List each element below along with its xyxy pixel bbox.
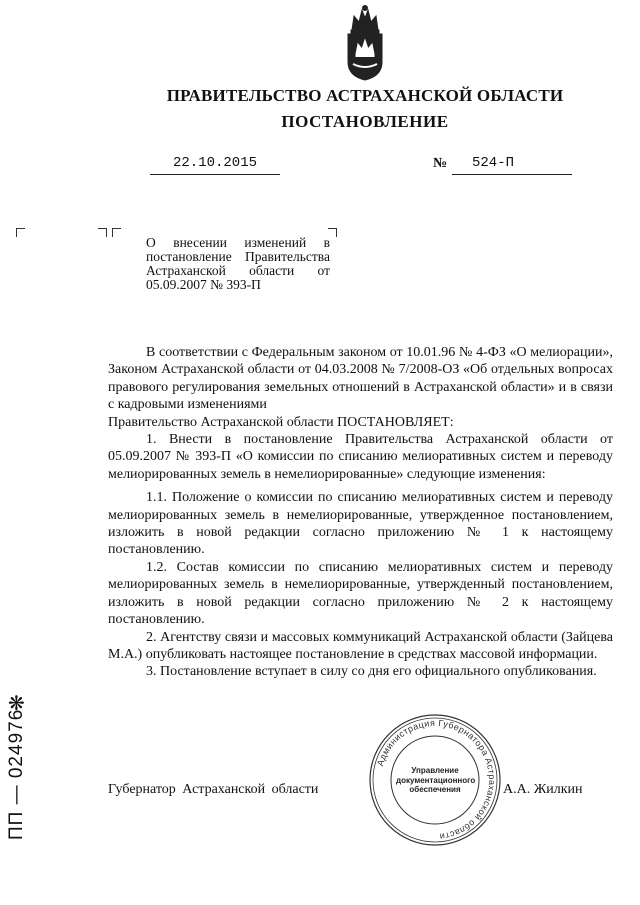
serial-number: ПП — 024976 <box>6 708 27 840</box>
item-1-1-paragraph: 1.1. Положение о комиссии по списанию мелиоративных систем и переводу мелиорированных земель в немелиорированные, утвержденное постановлением, изложить в новой редакции согласно приложению № 1 к настоящему постановлению. <box>108 490 613 558</box>
document-type: ПОСТАНОВЛЕНИЕ <box>281 112 449 131</box>
number-underline <box>452 174 572 175</box>
coat-of-arms-icon <box>340 4 390 82</box>
stamp-ring-text: Администрация Губернатора Астраханской области <box>374 717 498 842</box>
preamble-paragraph: В соответствии с Федеральным законом от 10.01.96 № 4-ФЗ «О мелиорации», Законом Астраханской области от 04.03.2008 № 7/2008-ОЗ «Об отдельных вопросах правового регулирования земельных отношений в Астраханской области» и в связи с кадровыми изменениями <box>108 345 613 413</box>
item-3-paragraph: 3. Постановление вступает в силу со дня его официального опубликования. <box>146 664 597 680</box>
document-number: 524-П <box>472 155 515 171</box>
decree-paragraph: Правительство Астраханской области ПОСТАНОВЛЯЕТ: <box>108 414 454 430</box>
item-1-paragraph: 1. Внести в постановление Правительства Астраханской области от 05.09.2007 № 393-П «О комиссии по списанию мелиоративных систем и переводу мелиорированных земель в немелиорированные» следующие изменения: <box>108 432 613 482</box>
date-underline <box>150 174 280 175</box>
stamp-center-text: Управление документационного обеспечения <box>396 766 476 794</box>
item-2-paragraph: 2. Агентству связи и массовых коммуникаций Астраханской области (Зайцева М.А.) опубликовать настоящее постановление в средствах массовой информации. <box>108 629 613 662</box>
signatory-position: Губернатор Астраханской области <box>108 782 319 797</box>
document-date: 22.10.2015 <box>172 155 257 171</box>
item-1-2-paragraph: 1.2. Состав комиссии по списанию мелиоративных систем и переводу мелиорированных земель в немелиорированные, утвержденный постановлением, изложить в новой редакции согласно приложению № 2 к настоящему постановлению. <box>108 559 613 628</box>
bracket-corner-mark <box>16 228 25 237</box>
signatory-name: А.А. Жилкин <box>503 782 583 797</box>
bracket-corner-mark <box>112 228 121 237</box>
government-title: ПРАВИТЕЛЬСТВО АСТРАХАНСКОЙ ОБЛАСТИ <box>166 86 564 105</box>
bracket-corner-mark <box>98 228 107 237</box>
document-body <box>108 344 613 681</box>
document-subject: О внесении изменений в постановление Правительства Астраханской области от 05.09.2007 № 393-П <box>146 235 330 292</box>
number-label: № <box>433 156 448 171</box>
serial-star-icon: ❋ <box>8 691 25 715</box>
